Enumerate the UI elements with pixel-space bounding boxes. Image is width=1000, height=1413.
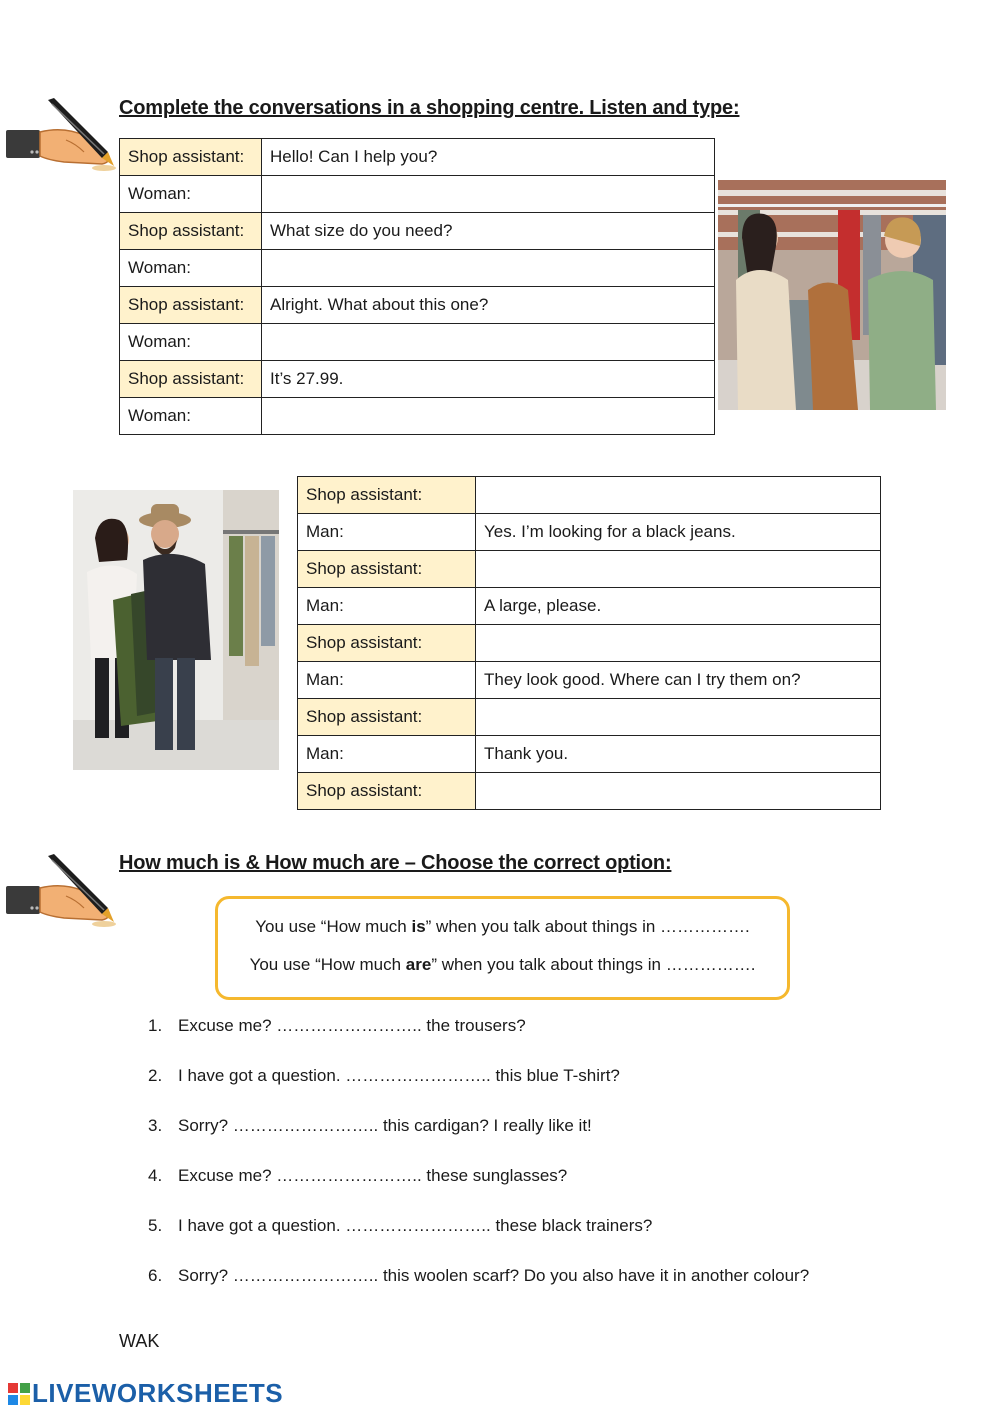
- list-item[interactable]: 1. Excuse me? …………………….. the trousers?: [148, 1016, 526, 1035]
- conversation-table-1: [119, 138, 715, 435]
- table-row: [120, 398, 715, 435]
- line-cell: Hello! Can I help you?: [262, 139, 715, 176]
- answer-input[interactable]: [262, 250, 715, 287]
- answer-input[interactable]: [262, 324, 715, 361]
- table-row: [120, 250, 715, 287]
- writing-hand-pen-icon: [4, 852, 118, 930]
- line-cell: They look good. Where can I try them on?: [476, 662, 881, 699]
- speaker-cell: Woman:: [120, 398, 262, 435]
- man-shopping-clothes-photo: [73, 490, 279, 770]
- rule-line-2: You use “How much are” when you talk about things in …………….: [249, 955, 756, 974]
- grammar-rule-box: [215, 896, 790, 1000]
- section1-heading: Complete the conversations in a shopping centre. Listen and type:: [119, 97, 740, 119]
- list-item[interactable]: 5. I have got a question. …………………….. these black trainers?: [148, 1216, 653, 1235]
- table-row: [298, 588, 881, 625]
- speaker-cell: Shop assistant:: [298, 625, 476, 662]
- answer-input[interactable]: [262, 176, 715, 213]
- speaker-cell: Man:: [298, 662, 476, 699]
- table-row: [120, 176, 715, 213]
- list-item[interactable]: 2. I have got a question. …………………….. this blue T-shirt?: [148, 1066, 620, 1085]
- line-cell: It’s 27.99.: [262, 361, 715, 398]
- section3-heading: How much is & How much are – Choose the correct option:: [119, 852, 672, 874]
- speaker-cell: Man:: [298, 736, 476, 773]
- table-row: [298, 477, 881, 514]
- speaker-cell: Man:: [298, 514, 476, 551]
- table-row: [120, 139, 715, 176]
- line-cell: Thank you.: [476, 736, 881, 773]
- table-row: [120, 213, 715, 250]
- table-row: [120, 287, 715, 324]
- speaker-cell: Woman:: [120, 176, 262, 213]
- speaker-cell: Shop assistant:: [298, 477, 476, 514]
- table-row: [298, 551, 881, 588]
- rule-line-1: You use “How much is” when you talk about things in …………….: [255, 917, 750, 936]
- speaker-cell: Woman:: [120, 250, 262, 287]
- line-cell: What size do you need?: [262, 213, 715, 250]
- writing-hand-pen-icon: [4, 96, 118, 174]
- table-row: [120, 361, 715, 398]
- answer-input[interactable]: [476, 773, 881, 810]
- table-row: [298, 773, 881, 810]
- table-row: [298, 736, 881, 773]
- list-item[interactable]: 3. Sorry? …………………….. this cardigan? I really like it!: [148, 1116, 592, 1135]
- speaker-cell: Shop assistant:: [120, 287, 262, 324]
- speaker-cell: Shop assistant:: [298, 551, 476, 588]
- speaker-cell: Man:: [298, 588, 476, 625]
- women-shopping-clothes-photo: [718, 180, 946, 410]
- table-row: [120, 324, 715, 361]
- speaker-cell: Shop assistant:: [120, 213, 262, 250]
- answer-input[interactable]: [262, 398, 715, 435]
- list-item[interactable]: 4. Excuse me? …………………….. these sunglasses?: [148, 1166, 568, 1185]
- list-item[interactable]: 6. Sorry? …………………….. this woolen scarf? Do you also have it in another colour?: [148, 1266, 810, 1285]
- line-cell: A large, please.: [476, 588, 881, 625]
- answer-input[interactable]: [476, 551, 881, 588]
- conversation-table-2: [297, 476, 881, 810]
- logo-mark-icon: [8, 1381, 30, 1403]
- table-row: [298, 625, 881, 662]
- speaker-cell: Shop assistant:: [120, 139, 262, 176]
- speaker-cell: Shop assistant:: [298, 773, 476, 810]
- table-row: [298, 662, 881, 699]
- speaker-cell: Shop assistant:: [120, 361, 262, 398]
- exercise-list: [148, 1016, 988, 1296]
- table-row: [298, 514, 881, 551]
- answer-input[interactable]: [476, 699, 881, 736]
- line-cell: Alright. What about this one?: [262, 287, 715, 324]
- author-label: WAK: [119, 1331, 160, 1351]
- answer-input[interactable]: [476, 625, 881, 662]
- line-cell: Yes. I’m looking for a black jeans.: [476, 514, 881, 551]
- table-row: [298, 699, 881, 736]
- speaker-cell: Shop assistant:: [298, 699, 476, 736]
- speaker-cell: Woman:: [120, 324, 262, 361]
- answer-input[interactable]: [476, 477, 881, 514]
- liveworksheets-logo: LIVEWORKSHEETS: [8, 1378, 283, 1409]
